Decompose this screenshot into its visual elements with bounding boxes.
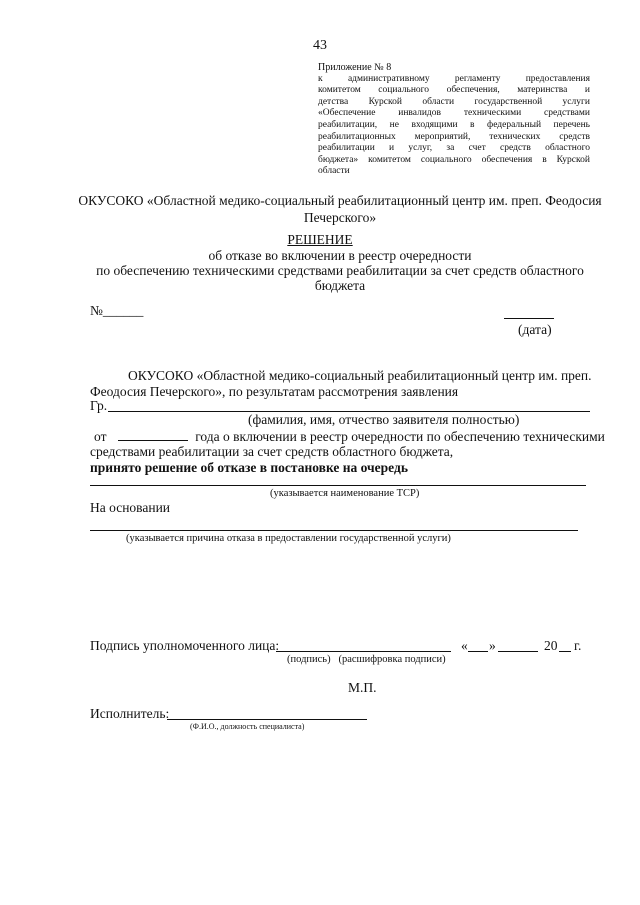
tsr-caption: (указывается наименование ТСР) — [270, 488, 420, 499]
executor-label: Исполнитель: — [90, 706, 170, 721]
from-label: от — [94, 429, 107, 444]
month-field[interactable] — [498, 651, 538, 652]
year-prefix: 20 — [544, 638, 558, 653]
executor-caption: (Ф.И.О., должность специалиста) — [190, 722, 305, 731]
date-line[interactable] — [504, 318, 554, 319]
year-suffix: г. — [574, 638, 582, 653]
appendix-title: Приложение № 8 — [318, 62, 392, 73]
date-open-quote: « — [461, 638, 468, 653]
year-field[interactable] — [559, 651, 571, 652]
decision-subtitle-line: по обеспечению техническими средствами реабилитации за счет средств областного — [96, 263, 584, 278]
signature-captions: (подпись) (расшифровка подписи) — [287, 654, 446, 665]
stamp-label: М.П. — [348, 680, 377, 695]
from-rest: года о включении в реестр очередности по обеспечению техническими — [195, 429, 605, 444]
fio-caption: (фамилия, имя, отчество заявителя полностью) — [248, 412, 520, 427]
appendix-line: бюджета» комитетом социального обеспечения в Курской — [318, 154, 590, 165]
page-number: 43 — [313, 38, 327, 53]
executor-line[interactable] — [167, 719, 367, 720]
tsr-line[interactable] — [90, 485, 586, 486]
decision-subtitle — [60, 248, 620, 293]
application-date-field[interactable] — [118, 428, 188, 441]
decision-text: принято решение об отказе в постановке на очередь — [90, 460, 408, 475]
organization-name: ОКУСОКО «Областной медико-социальный реабилитационный центр им. преп. Феодосия Печерского» — [78, 193, 602, 225]
decision-number-field[interactable]: №______ — [90, 303, 144, 318]
appendix-line: детства Курской области государственной услуги — [318, 96, 590, 107]
appendix-line: к административному регламенту предоставления — [318, 73, 590, 84]
basis-label: На основании — [90, 500, 171, 515]
decision-subtitle-line: бюджета — [314, 278, 366, 293]
appendix-line: комитетом социального обеспечения, материнства и — [318, 85, 590, 96]
application-line — [90, 428, 605, 445]
decision-title: РЕШЕНИЕ — [287, 232, 353, 247]
date-close-quote: » — [489, 638, 496, 653]
reason-caption: (указывается причина отказа в предоставлении государственной услуги) — [126, 533, 451, 544]
appendix-block — [318, 62, 590, 178]
day-field[interactable] — [468, 651, 488, 652]
body-line: средствами реабилитации за счет средств областного бюджета, — [90, 444, 454, 459]
appendix-line: реабилитации и услуг, за счет средств областного — [318, 143, 590, 154]
appendix-line: «Обеспечение инвалидов техническими средствами — [318, 108, 590, 119]
appendix-line: области — [318, 166, 350, 177]
signature-label: Подпись уполномоченного лица: — [90, 638, 280, 653]
date-caption: (дата) — [518, 322, 552, 337]
body-paragraph-line: ОКУСОКО «Областной медико-социальный реабилитационный центр им. преп. — [128, 368, 592, 383]
appendix-line: реабилитации, не входящими в федеральный перечень — [318, 119, 590, 130]
appendix-line: реабилитационных мероприятий, технических средств — [318, 131, 590, 142]
decision-subtitle-line: об отказе во включении в реестр очередности — [208, 248, 472, 263]
body-paragraph-line: Феодосия Печерского», по результатам рассмотрения заявления — [90, 384, 459, 399]
signature-line[interactable] — [276, 651, 451, 652]
citizen-label: Гр. — [90, 398, 108, 413]
basis-line[interactable] — [90, 530, 578, 531]
